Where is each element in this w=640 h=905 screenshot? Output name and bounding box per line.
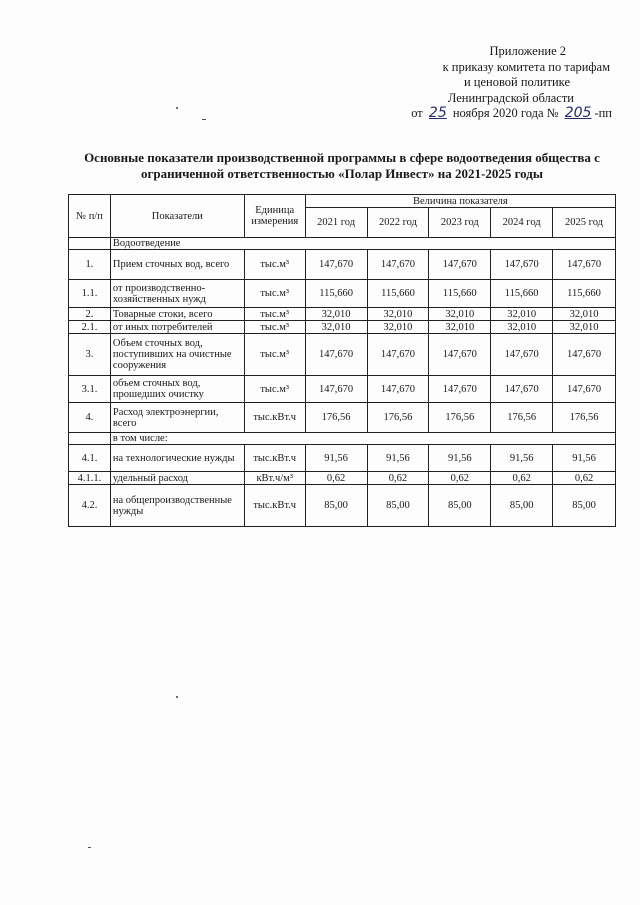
row-unit: кВт.ч/м³ (244, 472, 305, 485)
row-num: 4.1.1. (69, 472, 111, 485)
row-value: 0,62 (305, 472, 367, 485)
row-name: на общепроизводственные нужды (110, 485, 244, 527)
row-num: 2. (69, 308, 111, 321)
header-unit: Единица измерения (244, 195, 305, 238)
row-value: 176,56 (491, 403, 553, 433)
header-year: 2024 год (491, 208, 553, 238)
scan-speck (202, 119, 206, 120)
row-name: удельный расход (110, 472, 244, 485)
row-name: объем сточных вод, прошедших очистку (110, 376, 244, 403)
row-value: 85,00 (553, 485, 616, 527)
row-value: 91,56 (367, 445, 429, 472)
table-row (69, 472, 616, 485)
row-name: от производственно-хозяйственных нужд (110, 280, 244, 308)
table-row (69, 376, 616, 403)
table-row (69, 280, 616, 308)
row-value: 147,670 (491, 250, 553, 280)
row-value: 32,010 (367, 308, 429, 321)
row-num: 1.1. (69, 280, 111, 308)
row-value: 85,00 (491, 485, 553, 527)
row-unit: тыс.м³ (244, 321, 305, 334)
row-value: 147,670 (305, 334, 367, 376)
row-value: 85,00 (305, 485, 367, 527)
row-value: 0,62 (553, 472, 616, 485)
row-value: 147,670 (429, 376, 491, 403)
row-value: 147,670 (553, 376, 616, 403)
row-value: 147,670 (367, 376, 429, 403)
row-unit: тыс.м³ (244, 308, 305, 321)
row-value: 147,670 (491, 376, 553, 403)
row-value: 147,670 (305, 376, 367, 403)
row-value: 32,010 (429, 321, 491, 334)
row-value: 147,670 (305, 250, 367, 280)
table-row (69, 321, 616, 334)
row-value: 91,56 (491, 445, 553, 472)
table-row (69, 334, 616, 376)
row-num: 1. (69, 250, 111, 280)
row-num: 3. (69, 334, 111, 376)
row-value: 115,660 (491, 280, 553, 308)
row-name: Товарные стоки, всего (110, 308, 244, 321)
date-prefix: от (411, 106, 423, 120)
table-row (69, 403, 616, 433)
header-year: 2025 год (553, 208, 616, 238)
row-value: 91,56 (305, 445, 367, 472)
row-name: Объем сточных вод, поступивших на очистные сооружения (110, 334, 244, 376)
section-label: Водоотведение (110, 238, 615, 250)
title-line-2: ограниченной ответственностью «Полар Инвест» на 2021-2025 годы (140, 166, 544, 181)
row-value: 115,660 (305, 280, 367, 308)
title-line-1: Основные показатели производственной программы в сфере водоотведения общества с (84, 150, 600, 165)
row-value: 32,010 (491, 308, 553, 321)
row-value: 91,56 (553, 445, 616, 472)
date-month-year: ноября 2020 года № (452, 106, 559, 120)
table-row (69, 250, 616, 280)
row-unit: тыс.м³ (244, 280, 305, 308)
row-num: 4.2. (69, 485, 111, 527)
row-value: 32,010 (491, 321, 553, 334)
row-value: 0,62 (429, 472, 491, 485)
row-unit: тыс.м³ (244, 376, 305, 403)
row-unit: тыс.кВт.ч (244, 445, 305, 472)
scan-speck (176, 696, 178, 698)
table-row (69, 308, 616, 321)
handwritten-day: 25 (428, 105, 447, 121)
row-value: 0,62 (367, 472, 429, 485)
handwritten-order-number: 205 (564, 105, 592, 121)
row-value: 147,670 (429, 250, 491, 280)
subsection-row (69, 433, 616, 445)
scan-speck (88, 847, 91, 848)
row-value: 147,670 (553, 334, 616, 376)
header-year: 2021 год (305, 208, 367, 238)
row-value: 0,62 (491, 472, 553, 485)
row-value: 115,660 (367, 280, 429, 308)
row-value: 147,670 (367, 250, 429, 280)
appendix-order-line: к приказу комитета по тарифам (442, 59, 610, 74)
row-unit: тыс.кВт.ч (244, 403, 305, 433)
row-value: 91,56 (429, 445, 491, 472)
row-value: 32,010 (429, 308, 491, 321)
row-num: 4.1. (69, 445, 111, 472)
row-unit: тыс.м³ (244, 250, 305, 280)
appendix-region-line: Ленинградской области (447, 90, 574, 105)
appendix-date-line (380, 106, 630, 122)
row-value: 147,670 (491, 334, 553, 376)
row-value: 115,660 (553, 280, 616, 308)
appendix-committee-line: и ценовой политике (463, 75, 570, 89)
section-row (69, 238, 616, 250)
table-row (69, 485, 616, 527)
row-value: 32,010 (305, 308, 367, 321)
header-year: 2023 год (429, 208, 491, 238)
row-name: Расход электроэнергии, всего (110, 403, 244, 433)
header-num: № п/п (69, 195, 111, 238)
indicators-table (68, 194, 616, 527)
row-num: 2.1. (69, 321, 111, 334)
row-num: 3.1. (69, 376, 111, 403)
scan-speck (176, 107, 178, 109)
header-name: Показатели (110, 195, 244, 238)
row-value: 85,00 (429, 485, 491, 527)
document-title (68, 150, 616, 182)
row-value: 32,010 (367, 321, 429, 334)
appendix-header (380, 44, 630, 122)
row-value: 176,56 (553, 403, 616, 433)
row-value: 32,010 (305, 321, 367, 334)
order-suffix: -пп (594, 106, 612, 120)
row-unit: тыс.м³ (244, 334, 305, 376)
row-value: 85,00 (367, 485, 429, 527)
header-value-group: Величина показателя (305, 195, 615, 208)
row-name: от иных потребителей (110, 321, 244, 334)
appendix-title: Приложение 2 (489, 44, 566, 58)
row-value: 147,670 (553, 250, 616, 280)
header-year: 2022 год (367, 208, 429, 238)
row-value: 147,670 (367, 334, 429, 376)
table-row (69, 445, 616, 472)
row-name: Прием сточных вод, всего (110, 250, 244, 280)
row-value: 176,56 (367, 403, 429, 433)
row-value: 147,670 (429, 334, 491, 376)
row-unit: тыс.кВт.ч (244, 485, 305, 527)
row-value: 32,010 (553, 321, 616, 334)
row-value: 176,56 (305, 403, 367, 433)
row-num: 4. (69, 403, 111, 433)
row-value: 32,010 (553, 308, 616, 321)
row-value: 115,660 (429, 280, 491, 308)
row-name: на технологические нужды (110, 445, 244, 472)
row-value: 176,56 (429, 403, 491, 433)
subsection-label: в том числе: (110, 433, 615, 445)
